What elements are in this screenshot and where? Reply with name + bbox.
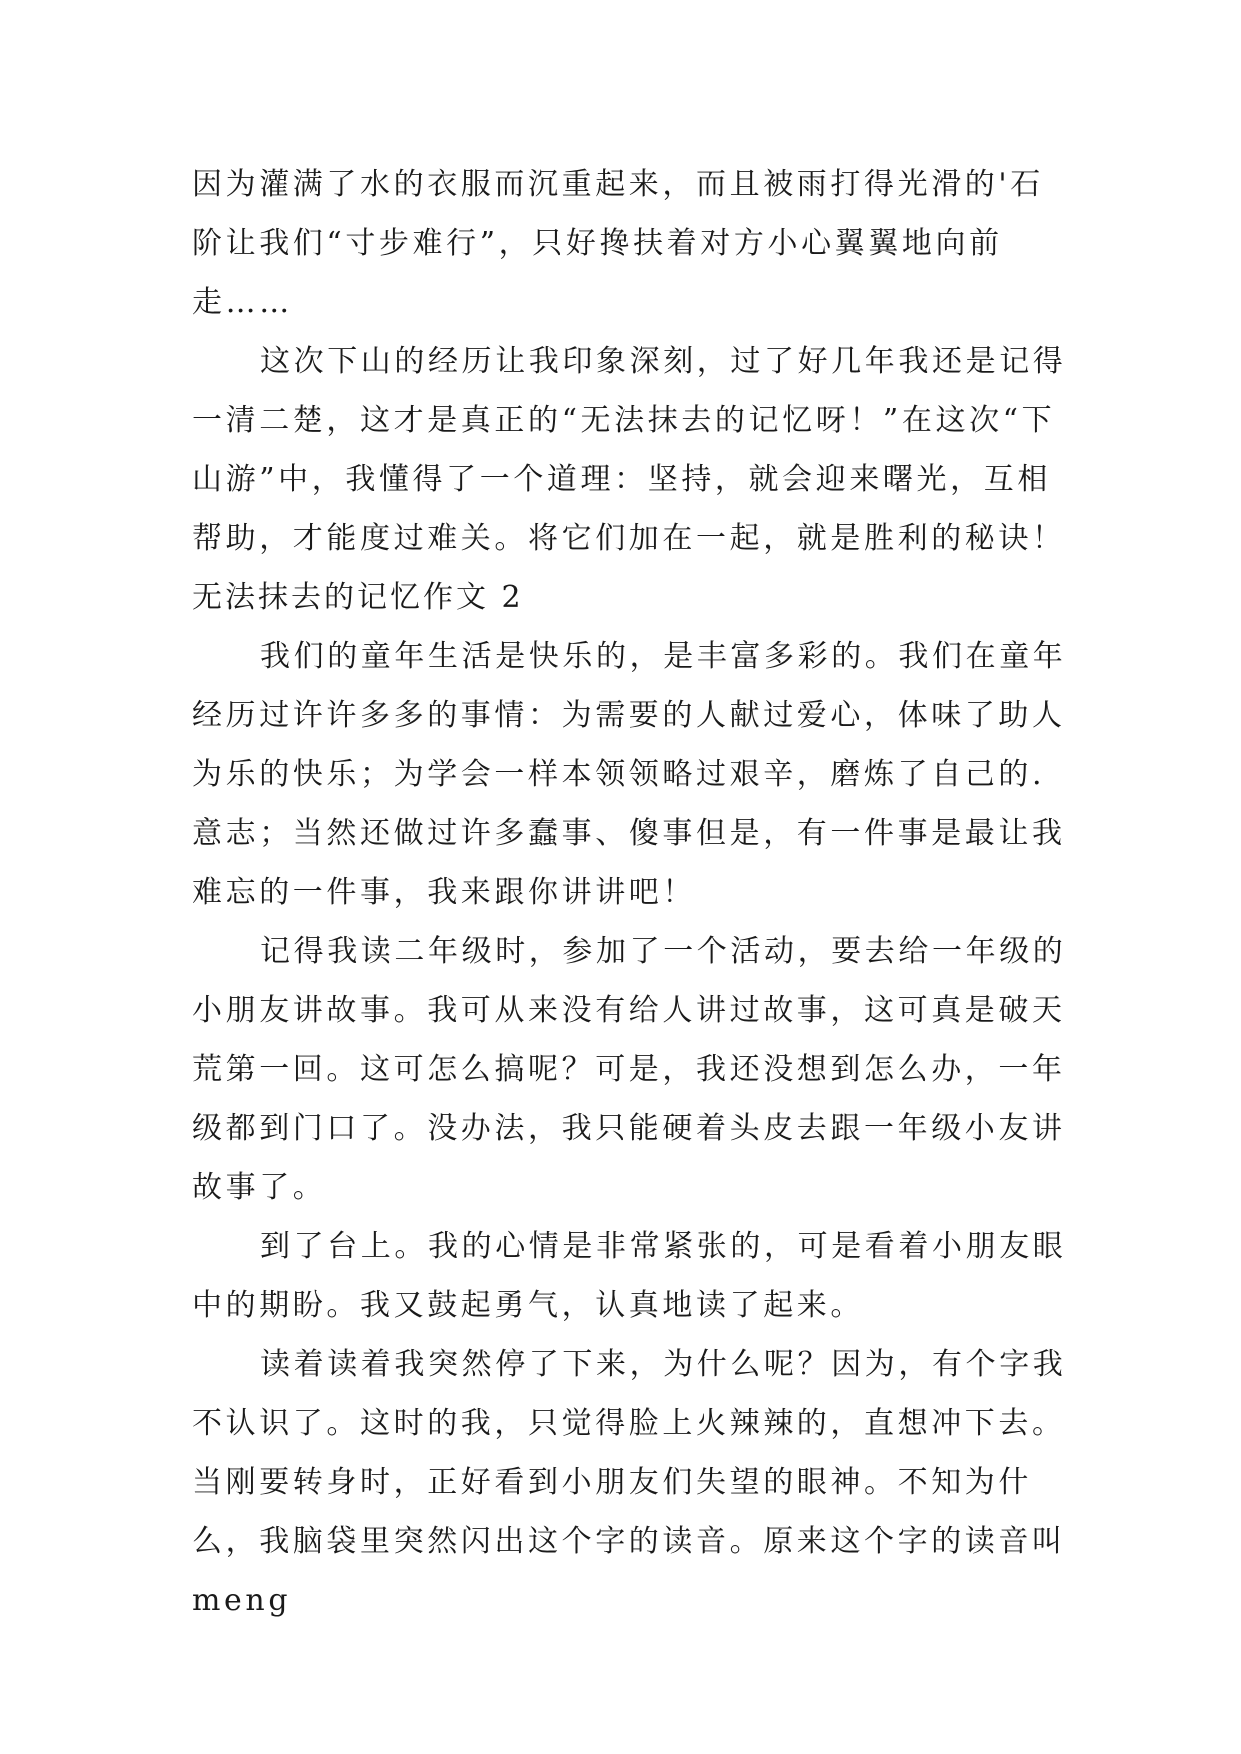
paragraph-childhood: 我们的童年生活是快乐的，是丰富多彩的。我们在童年经历过许许多多的事情：为需要的人献过爱心，体味了助人为乐的快乐；为学会一样本领领略过艰辛，磨炼了自己的.意志；当然还做过许多蠢事、傻事但是，有一件事是最让我难忘的一件事，我来跟你讲讲吧！	[192, 639, 1067, 910]
paragraph-reflection: 这次下山的经历让我印象深刻，过了好几年我还是记得一清二楚，这才是真正的“无法抹去的记忆呀！”在这次“下山游”中，我懂得了一个道理：坚持，就会迎来曙光，互相帮助，才能度过难关。将它们加在一起，就是胜利的秘诀！	[192, 344, 1067, 556]
paragraph-continued: 因为灌满了水的衣服而沉重起来，而且被雨打得光滑的'石阶让我们“寸步难行”，只好搀扶着对方小心翼翼地向前走……	[192, 167, 1044, 320]
section-heading: 无法抹去的记忆作文 2	[192, 580, 524, 615]
paragraph-forgot-word: 读着读着我突然停了下来，为什么呢？因为，有个字我不认识了。这时的我，只觉得脸上火辣辣的，直想冲下去。当刚要转身时，正好看到小朋友们失望的眼神。不知为什么，我脑袋里突然闪出这个字的读音。原来这个字的读音叫 meng	[192, 1347, 1067, 1618]
paragraph-storytelling: 记得我读二年级时，参加了一个活动，要去给一年级的小朋友讲故事。我可从来没有给人讲过故事，这可真是破天荒第一回。这可怎么搞呢？可是，我还没想到怎么办，一年级都到门口了。没办法，我只能硬着头皮去跟一年级小友讲故事了。	[192, 934, 1067, 1205]
document-body	[192, 155, 1072, 1630]
paragraph-on-stage: 到了台上。我的心情是非常紧张的，可是看着小朋友眼中的期盼。我又鼓起勇气，认真地读了起来。	[192, 1229, 1067, 1323]
